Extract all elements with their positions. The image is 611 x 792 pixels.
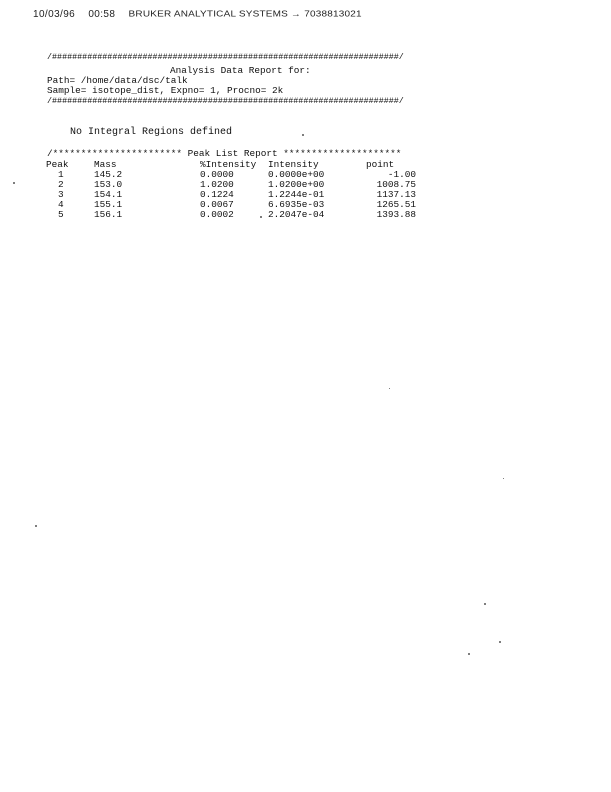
scan-speck xyxy=(389,388,390,389)
integral-note: No Integral Regions defined xyxy=(70,127,233,138)
cell-mass: 153.0 xyxy=(94,179,123,190)
column-header-mass: Mass xyxy=(94,159,117,170)
scan-speck xyxy=(260,216,262,218)
cell-point: 1008.75 xyxy=(376,179,416,190)
cell-mass: 155.1 xyxy=(94,199,123,210)
cell-mass: 145.2 xyxy=(94,169,123,180)
column-header-peak: Peak xyxy=(46,159,69,170)
cell-peak: 5 xyxy=(58,209,64,220)
path-line: Path= /home/data/dsc/talk xyxy=(47,75,188,86)
fax-date: 10/03/96 xyxy=(33,9,76,20)
scan-speck xyxy=(468,653,470,655)
banner-bottom: /#####################################################################/ xyxy=(47,96,404,106)
scan-speck xyxy=(13,182,15,184)
cell-percent-intensity: 1.0200 xyxy=(200,179,234,190)
cell-percent-intensity: 0.0000 xyxy=(200,169,234,180)
banner-top: /#####################################################################/ xyxy=(47,52,404,62)
fax-sender: BRUKER ANALYTICAL SYSTEMS → 7038813021 xyxy=(128,10,362,19)
cell-peak: 4 xyxy=(58,199,64,210)
cell-point: 1393.88 xyxy=(376,209,416,220)
peak-list-header: /*********************** Peak List Report ********************* xyxy=(47,148,402,159)
cell-intensity: 1.0200e+00 xyxy=(268,179,325,190)
peak-table xyxy=(46,160,416,220)
scan-speck xyxy=(302,134,304,136)
cell-point: 1137.13 xyxy=(376,189,416,200)
scan-speck xyxy=(484,603,486,605)
scan-speck xyxy=(35,525,37,527)
fax-time: 00:58 xyxy=(88,9,116,20)
cell-point: -1.00 xyxy=(387,169,416,180)
cell-intensity: 6.6935e-03 xyxy=(268,199,325,210)
cell-peak: 2 xyxy=(58,179,64,190)
scan-speck xyxy=(503,478,504,479)
column-header-percent-intensity: %Intensity xyxy=(200,159,257,170)
cell-intensity: 2.2047e-04 xyxy=(268,209,325,220)
column-header-point: point xyxy=(366,159,395,170)
cell-percent-intensity: 0.0002 xyxy=(200,209,234,220)
cell-point: 1265.51 xyxy=(376,199,416,210)
table-row xyxy=(46,210,416,220)
cell-intensity: 1.2244e-01 xyxy=(268,189,325,200)
cell-peak: 1 xyxy=(58,169,64,180)
cell-mass: 156.1 xyxy=(94,209,123,220)
cell-intensity: 0.0000e+00 xyxy=(268,169,325,180)
cell-mass: 154.1 xyxy=(94,189,123,200)
cell-percent-intensity: 0.0067 xyxy=(200,199,234,210)
sample-line: Sample= isotope_dist, Expno= 1, Procno= 2k xyxy=(47,85,284,96)
scan-speck xyxy=(499,641,501,643)
fax-header xyxy=(33,9,533,20)
cell-peak: 3 xyxy=(58,189,64,200)
report-title: Analysis Data Report for: xyxy=(170,65,311,76)
column-header-intensity: Intensity xyxy=(268,159,319,170)
cell-percent-intensity: 0.1224 xyxy=(200,189,234,200)
